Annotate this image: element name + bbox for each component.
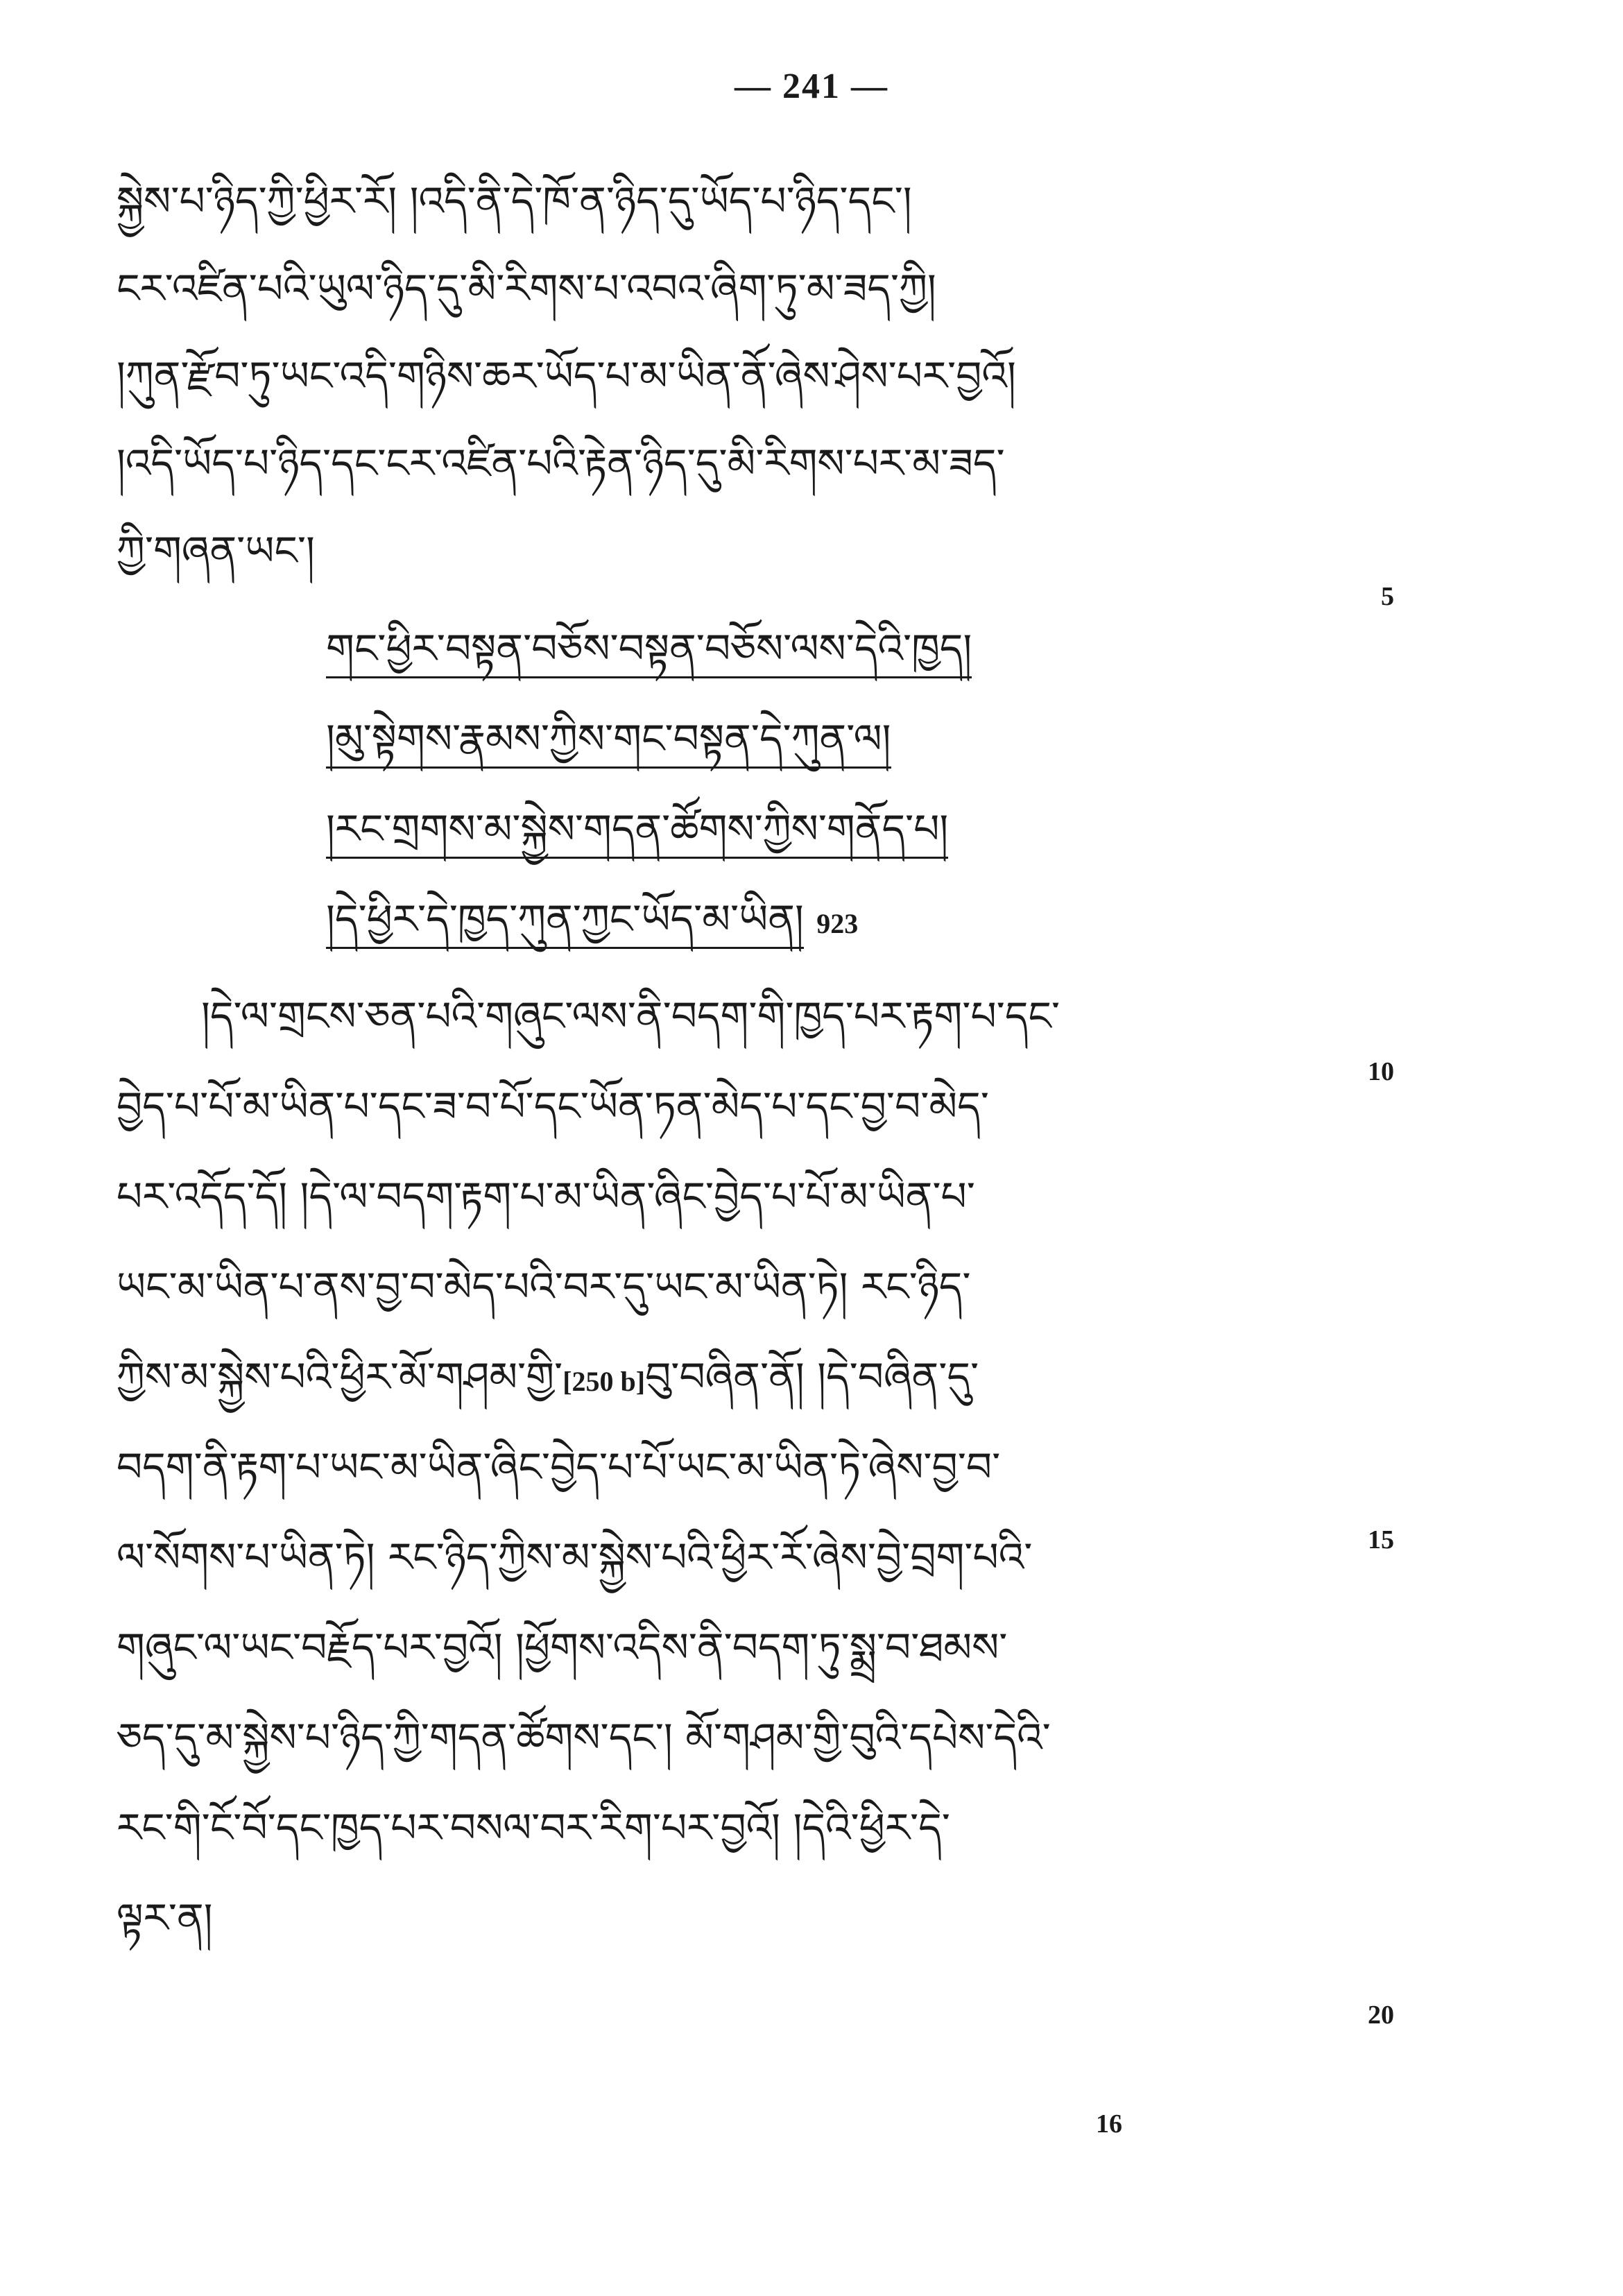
folio-marker: [250 b] bbox=[563, 1366, 646, 1397]
text-line: ཅད་དུ་མ་སྐྱེས་པ་ཉིད་ཀྱི་གདན་ཚོགས་དང་། མོ་གཤམ་གྱི་བུའི་དཔེས་དེའི་ bbox=[117, 1714, 1051, 1761]
text-line: ངར་འཛིན་པའི་ཡུལ་ཉིད་དུ་མི་རིགས་པ་འབའ་ཞིག་ཏུ་མ་ཟད་ཀྱི། bbox=[117, 265, 936, 312]
text-line: ཀྱི་གཞན་ཡང་། bbox=[117, 527, 315, 574]
text-line: བདག་ནི་རྟག་པ་ཡང་མ་ཡིན་ཞིང་བྱེད་པ་པོ་ཡང་མ་ཡིན་ཏེ་ཞེས་བྱ་བ་ bbox=[117, 1443, 1001, 1491]
verse-text: །མུ་སྟེགས་རྣམས་ཀྱིས་གང་བསྟན་དེ་ཀུན་ལ། bbox=[326, 715, 891, 769]
text-line: ཡང་མ་ཡིན་པ་ནས་བྱ་བ་མེད་པའི་བར་དུ་ཡང་མ་ཡིན་ཏེ། རང་ཉིད་ bbox=[117, 1263, 971, 1310]
line-number: 20 bbox=[1368, 2001, 1394, 2030]
line-number: 10 bbox=[1368, 1057, 1394, 1086]
text-line: བྱེད་པ་པོ་མ་ཡིན་པ་དང་ཟ་བ་པོ་དང་ཡོན་ཏན་མེད་པ་དང་བྱ་བ་མེད་ bbox=[117, 1083, 989, 1130]
verse-text: །དེ་ཕྱིར་དེ་ཁྱད་ཀུན་ཀྱང་ཡོད་མ་ཡིན། bbox=[326, 896, 804, 949]
text-segment: བུ་བཞིན་ནོ། །དེ་བཞིན་དུ་ bbox=[645, 1353, 979, 1400]
text-line: ལ་སོགས་པ་ཡིན་ཏེ། རང་ཉིད་ཀྱིས་མ་སྐྱེས་པའི་ཕྱིར་རོ་ཞེས་བྱེ་བྲག་པའི་ bbox=[117, 1534, 1033, 1581]
text-line: །དེ་ལ་གྲངས་ཅན་པའི་གཞུང་ལས་ནི་བདག་གི་ཁྱད་པར་རྟག་པ་དང་ bbox=[201, 993, 1060, 1040]
verse-number: 923 bbox=[816, 908, 859, 939]
text-line: པར་འདོད་དོ། །དེ་ལ་བདག་རྟག་པ་མ་ཡིན་ཞིང་བྱེད་པ་པོ་མ་ཡིན་པ་ bbox=[117, 1173, 975, 1220]
verse-line bbox=[326, 621, 972, 676]
text-line bbox=[117, 1349, 979, 1405]
text-line: གཞུང་ལ་ཡང་བརྗོད་པར་བྱའོ། །ཕྱོགས་འདིས་ནི་བདག་ཏུ་སྨྲ་བ་ཐམས་ bbox=[117, 1624, 1008, 1671]
verse-line bbox=[326, 891, 858, 947]
text-line: །འདི་ཡོད་པ་ཉིད་དང་ངར་འཛིན་པའི་རྟེན་ཉིད་དུ་མི་རིགས་པར་མ་ཟད་ bbox=[117, 440, 1005, 487]
text-line: །ཀུན་རྫོབ་ཏུ་ཡང་འདི་གཉིས་ཆར་ཡོད་པ་མ་ཡིན་ནོ་ཞེས་ཤེས་པར་བྱའོ། bbox=[117, 352, 1016, 400]
verse-line bbox=[326, 711, 891, 766]
line-number: 5 bbox=[1381, 582, 1394, 611]
signature-mark: 16 bbox=[1096, 2109, 1122, 2139]
text-line: སྐྱེས་པ་ཉིད་ཀྱི་ཕྱིར་རོ། །འདི་ནི་དེ་ཁོ་ན་ཉིད་དུ་ཡོད་པ་ཉིད་དང་། bbox=[117, 178, 912, 225]
page-number: — 241 — bbox=[735, 67, 888, 106]
text-line: རང་གི་ངོ་བོ་དང་ཁྱད་པར་བསལ་བར་རིག་པར་བྱའོ། །དེའི་ཕྱིར་དེ་ bbox=[117, 1804, 950, 1851]
line-number: 15 bbox=[1368, 1525, 1394, 1554]
verse-line bbox=[326, 801, 948, 857]
text-segment: ཀྱིས་མ་སྐྱེས་པའི་ཕྱིར་མོ་གཤམ་གྱི་ bbox=[117, 1353, 563, 1400]
verse-text: །རང་གྲགས་མ་སྐྱེས་གདན་ཚོགས་ཀྱིས་གནོད་པ། bbox=[326, 805, 948, 859]
verse-text: གང་ཕྱིར་བསྟན་བཅོས་བསྟན་བཅོས་ལས་དེའི་ཁྱད། bbox=[326, 625, 972, 678]
text-line: ལྟར་ན། bbox=[117, 1894, 213, 1942]
